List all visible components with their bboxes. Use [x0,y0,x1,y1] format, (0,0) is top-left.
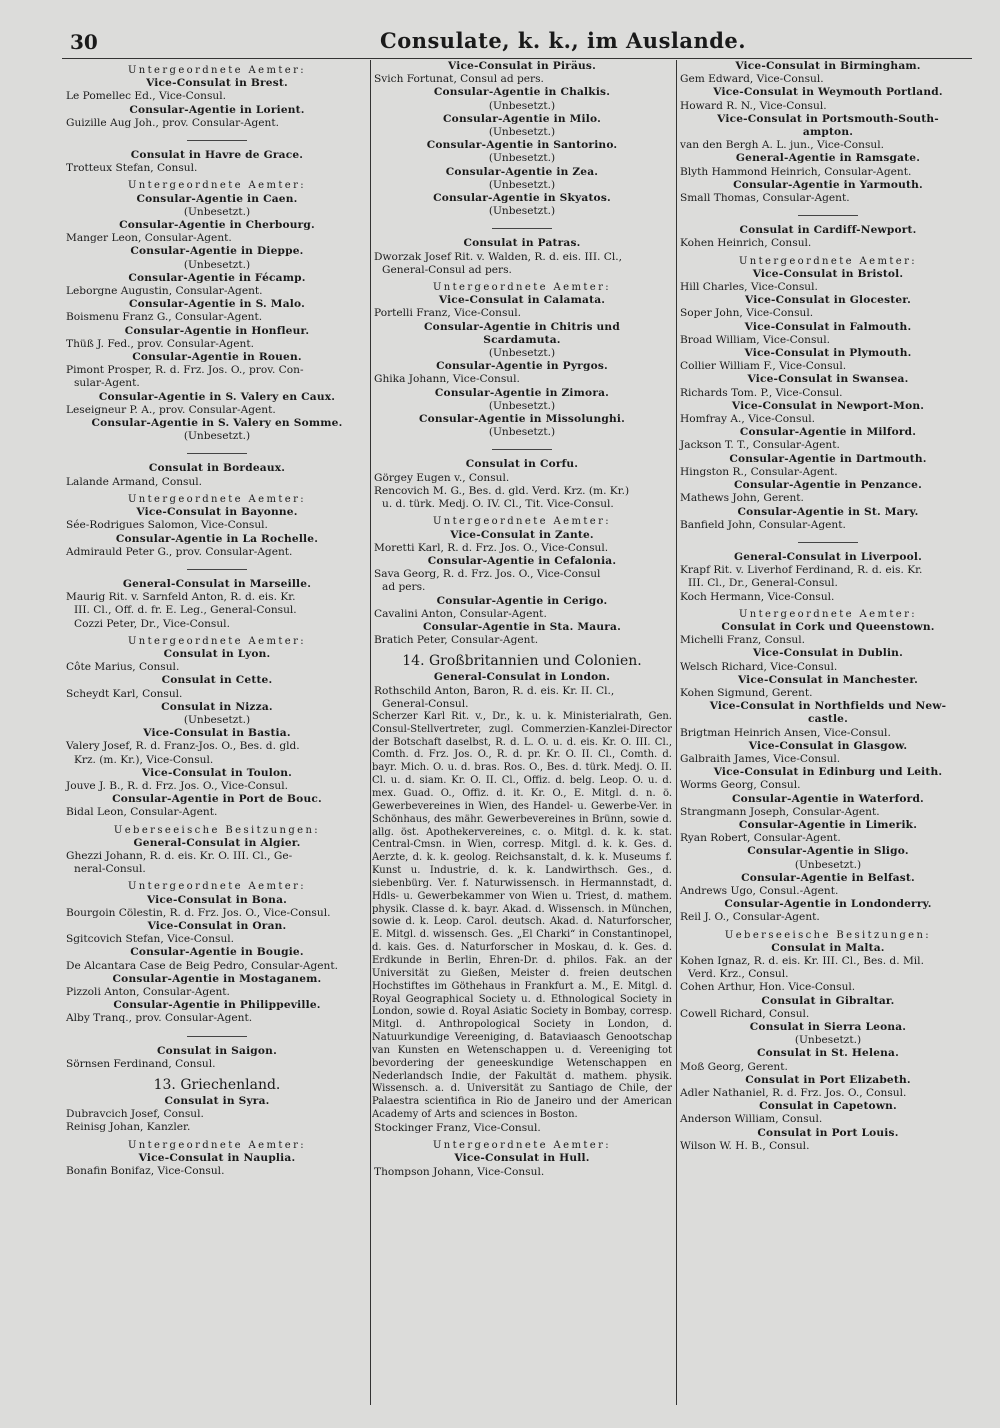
entry-paragraph: Scherzer Karl Rit. v., Dr., k. u. k. Ministerialrath, Gen. Consul-Stellvertreter, zugl. Commerzien-Kanzlei-Director der Botschaft daselbst, R. d. L. O. u. d. eis. Kr. O. III. Cl., Comth. d. Frz. Jos. O., R. d. pr. Kr. O. II. Cl., Comth. d. bayr. Mich. O. u. d. bras. Ros. O., Bes. d. türk. Medj. O. II. Cl. u. d. siam. Kr. O. II. Cl., Offiz. d. belg. Leop. O. u. d. mex. Guad. O., Offiz. d. it. Kr. O., E. Mitgl. d. n. ö. Gewerbevereines in Wien, des Handel- u. Gewerbe-Ver. in Schönhaus, des mähr. Gewerbevereines in Brünn, sowie d. allg. öst. Apothekervereines, c. o. Mitgl. d. k. k. stat. Central-Cmsn. in Wien, corresp. Mitgl. d. k. k. Ges. d. Aerzte, d. k. k. geolog. Reichsanstalt, d. k. k. Museums f. Kunst u. Industrie, d. k. k. Landwirthsch. Ges., d. siebenbürg. Ver. f. Naturwissensch. in Hermannstadt, d. Hdls- u. Gewerbekammer von Wien u. Triest, d. mathem. physik. Classe d. k. bayr. Akad. d. Wissensch. in München, sowie d. k. Leop. Carol. deutsch. Akad. d. Naturforscher, E. Mitgl. d. wissensch. Ges. „El Charki“ in Constantinopel, d. kais. Ges. d. Naturforscher in Moskau, d. k. Ges. d. Erdkunde in Berlin, Ehren-Dr. d. philos. Fak. an der Universität zu Gießen, Meister d. freien deutschen Hochstiftes im Göthehaus in Frankfurt a. M., E. Mitgl. d. Royal Geographical Society u. d. Ethnological Society in London, sowie d. Royal Asiatic Society in Bombay, corresp. Mitgl. d. Anthropological Society in London, d. Natuurkundige Vereeniging, d. Bataviaasch Genootschap van Kunsten en Wetenschappen u. d. Vereeniging tot bevordering der geneeskundige Wetenschappen en Nederlandsch Indie, der Fakultät d. mathem. physik. Wissensch. a. d. Universität zu Santiago de Chile, der Palaestra scientifica in Rio de Janeiro und der American Academy of Arts and sciences in Boston. [372,710,672,1121]
entry-line: Cohen Arthur, Hon. Vice-Consul. [680,981,856,994]
entry-line: Howard R. N., Vice-Consul. [680,99,827,112]
entry-line: Sée-Rodrigues Salomon, Vice-Consul. [66,519,268,532]
vacancy-note: (Unbesetzt.) [488,178,556,191]
separator-rule [187,140,247,141]
office-heading: Consular-Agentie in Milford. [739,426,917,439]
office-heading: Consular-Agentie in S. Valery en Caux. [98,390,336,403]
office-heading: Vice-Consulat in Calamata. [438,294,606,307]
entry-line: Cowell Richard, Consul. [680,1007,810,1020]
vacancy-note: (Unbesetzt.) [183,713,251,726]
entry-line: Richards Tom. P., Vice-Consul. [680,386,843,399]
office-heading: Consulat in Sierra Leona. [749,1021,907,1034]
office-heading: Vice-Consulat in Northfields und New- [709,700,947,713]
office-heading: Scardamuta. [483,333,561,346]
entry-line: Andrews Ugo, Consul.-Agent. [680,884,839,897]
office-heading: Vice-Consulat in Manchester. [737,673,919,686]
office-heading: ampton. [802,126,854,139]
entry-line: Sava Georg, R. d. Frz. Jos. O., Vice-Consul [374,568,601,581]
entry-line: van den Bergh A. L. jun., Vice-Consul. [680,139,884,152]
subsection-label: Untergeordnete Aemter: [432,1140,612,1152]
office-heading: Consular-Agentie in Missolunghi. [419,413,625,426]
entry-line: Sörnsen Ferdinand, Consul. [66,1057,216,1070]
entry-continuation: ad pers. [382,581,426,594]
office-heading: Vice-Consulat in Edinburg und Leith. [713,766,943,779]
entry-line: Côte Marius, Consul. [66,661,180,674]
office-heading: Vice-Consulat in Zante. [450,528,594,541]
entry-line: Gem Edward, Vice-Consul. [680,73,824,86]
separator-rule [798,542,858,543]
vacancy-note: (Unbesetzt.) [183,430,251,443]
vacancy-note: (Unbesetzt.) [488,99,556,112]
office-heading: Vice-Consulat in Falmouth. [744,320,912,333]
office-heading: Consular-Agentie in S. Malo. [129,298,305,311]
entry-continuation: Cozzi Peter, Dr., Vice-Consul. [74,617,230,630]
entry-line: Worms Georg, Consul. [680,779,801,792]
office-heading: Vice-Consulat in Brest. [146,77,288,90]
office-heading: Consular-Agentie in Waterford. [732,792,924,805]
office-heading: Vice-Consulat in Bayonne. [136,506,298,519]
office-heading: Consular-Agentie in Londonderry. [724,898,932,911]
vacancy-note: (Unbesetzt.) [183,205,251,218]
entry-line: Guizille Aug Joh., prov. Consular-Agent. [66,116,279,129]
office-heading: castle. [807,713,849,726]
entry-line: Collier William F., Vice-Consul. [680,360,847,373]
office-heading: Consular-Agentie in Chalkis. [433,86,611,99]
entry-line: Reil J. O., Consular-Agent. [680,911,820,924]
entry-line: Bratich Peter, Consular-Agent. [374,634,539,647]
office-heading: Consulat in Corfu. [465,458,579,471]
entry-line: Ghika Johann, Vice-Consul. [374,373,520,386]
office-heading: Vice-Consulat in Bristol. [752,267,904,280]
subsection-label: Untergeordnete Aemter: [738,608,918,620]
office-heading: Vice-Consulat in Bastia. [143,727,291,740]
office-heading: Consular-Agentie in Philippeville. [113,999,321,1012]
entry-line: Dubravcich Josef, Consul. [66,1108,204,1121]
separator-rule [187,569,247,570]
separator-rule [798,215,858,216]
column-2 [372,60,672,1405]
office-heading: General-Consulat in Algier. [133,836,301,849]
office-heading: Consulat in Malta. [771,941,885,954]
entry-line: Hingston R., Consular-Agent. [680,465,838,478]
entry-continuation: III. Cl., Off. d. fr. E. Leg., General-Consul. [74,604,297,617]
office-heading: General-Consulat in Marseille. [122,577,312,590]
office-heading: Consulat in Lyon. [163,647,271,660]
office-heading: Consular-Agentie in Port de Bouc. [112,793,322,806]
separator-rule [492,449,552,450]
separator-rule [187,453,247,454]
entry-line: Moretti Karl, R. d. Frz. Jos. O., Vice-Consul. [374,541,609,554]
entry-continuation: Krz. (m. Kr.), Vice-Consul. [74,753,214,766]
office-heading: Consular-Agentie in Caen. [136,192,298,205]
entry-line: Kohen Heinrich, Consul. [680,237,812,250]
office-heading: Consular-Agentie in Dieppe. [130,245,304,258]
entry-line: Welsch Richard, Vice-Consul. [680,660,838,673]
office-heading: Consulat in St. Helena. [756,1047,900,1060]
entry-line: Dworzak Josef Rit. v. Walden, R. d. eis. III. Cl., [374,250,622,263]
subsection-label: Ueberseeische Besitzungen: [724,929,932,941]
subsection-label: Untergeordnete Aemter: [127,180,307,192]
office-heading: Vice-Consulat in Plymouth. [744,347,912,360]
entry-line: Galbraith James, Vice-Consul. [680,752,841,765]
office-heading: Vice-Consulat in Piräus. [448,60,596,72]
column-divider-1 [370,60,371,1405]
entry-line: Rencovich M. G., Bes. d. gld. Verd. Krz. (m. Kr.) [374,484,630,497]
office-heading: Consular-Agentie in Cherbourg. [119,219,315,232]
entry-line: Soper John, Vice-Consul. [680,307,814,320]
entry-line: Bourgoin Cölestin, R. d. Frz. Jos. O., Vice-Consul. [66,906,331,919]
office-heading: Consular-Agentie in Penzance. [734,479,922,492]
office-heading: Vice-Consulat in Swansea. [747,373,909,386]
entry-line: Broad William, Vice-Consul. [680,333,830,346]
office-heading: Vice-Consulat in Portsmouth-South- [717,112,939,125]
office-heading: Consular-Agentie in Mostaganem. [112,972,322,985]
office-heading: Consulat in Syra. [164,1095,270,1108]
column-3 [678,60,978,1405]
entry-line: Leseigneur P. A., prov. Consular-Agent. [66,403,276,416]
entry-line: Reinisg Johan, Kanzler. [66,1121,191,1134]
entry-line: Leborgne Augustin, Consular-Agent. [66,285,263,298]
office-heading: Consular-Agentie in Limerik. [738,818,918,831]
entry-line: Manger Leon, Consular-Agent. [66,232,232,245]
office-heading: Consular-Agentie in La Rochelle. [115,532,319,545]
entry-line: Brigtman Heinrich Ansen, Vice-Consul. [680,726,891,739]
office-heading: Consular-Agentie in S. Valery en Somme. [91,417,343,430]
entry-line: Cavalini Anton, Consular-Agent. [374,607,547,620]
office-heading: Consular-Agentie in Cefalonia. [427,554,617,567]
office-heading: Consular-Agentie in Fécamp. [128,271,306,284]
entry-line: De Alcantara Case de Beig Pedro, Consular-Agent. [66,959,339,972]
office-heading: Vice-Consulat in Nauplia. [138,1151,296,1164]
vacancy-note: (Unbesetzt.) [183,258,251,271]
entry-line: Banfield John, Consular-Agent. [680,518,846,531]
office-heading: Vice-Consulat in Dublin. [753,647,903,660]
entry-line: Hill Charles, Vice-Consul. [680,281,818,294]
entry-line: Thompson Johann, Vice-Consul. [374,1165,545,1178]
entry-line: Jouve J. B., R. d. Frz. Jos. O., Vice-Consul. [66,779,288,792]
subsection-label: Ueberseeische Besitzungen: [113,824,321,836]
entry-line: Mathews John, Gerent. [680,492,804,505]
office-heading: Consulat in Gibraltar. [761,994,895,1007]
entry-line: Görgey Eugen v., Consul. [374,471,510,484]
vacancy-note: (Unbesetzt.) [488,426,556,439]
office-heading: Consular-Agentie in Cerigo. [436,594,608,607]
office-heading: Consular-Agentie in Milo. [443,112,601,125]
entry-line: Strangmann Joseph, Consular-Agent. [680,805,880,818]
office-heading: Vice-Consulat in Toulon. [141,766,293,779]
entry-line: Admirauld Peter G., prov. Consular-Agent. [66,545,293,558]
office-heading: Consular-Agentie in Sligo. [747,845,909,858]
entry-continuation: u. d. türk. Medj. O. IV. Cl., Tit. Vice-Consul. [382,498,614,511]
entry-line: Lalande Armand, Consul. [66,475,203,488]
vacancy-note: (Unbesetzt.) [488,152,556,165]
entry-line: Ghezzi Johann, R. d. eis. Kr. O. III. Cl., Ge- [66,849,293,862]
entry-line: Adler Nathaniel, R. d. Frz. Jos. O., Consul. [680,1087,907,1100]
office-heading: Consular-Agentie in St. Mary. [737,505,919,518]
entry-line: Bonafin Bonifaz, Vice-Consul. [66,1165,225,1178]
subsection-label: Untergeordnete Aemter: [432,516,612,528]
entry-continuation: neral-Consul. [74,863,146,876]
office-heading: Consular-Agentie in Rouen. [132,351,302,364]
office-heading: Vice-Consulat in Bona. [146,893,288,906]
office-heading: Consular-Agentie in Bougie. [130,946,304,959]
entry-line: Sgitcovich Stefan, Vice-Consul. [66,933,235,946]
entry-line: Svich Fortunat, Consul ad pers. [374,73,544,86]
entry-line: Boismenu Franz G., Consular-Agent. [66,311,263,324]
office-heading: Consular-Agentie in Sta. Maura. [423,620,621,633]
entry-line: Kohen Ignaz, R. d. eis. Kr. III. Cl., Bes. d. Mil. [680,955,924,967]
office-heading: Consulat in Cork und Queenstown. [721,620,935,633]
vacancy-note: (Unbesetzt.) [794,1034,862,1047]
office-heading: Consulat in Patras. [463,237,581,250]
office-heading: Consular-Agentie in Santorino. [426,139,618,152]
office-heading: Vice-Consulat in Oran. [147,919,287,932]
office-heading: Vice-Consulat in Birmingham. [735,60,921,72]
entry-line: Jackson T. T., Consular-Agent. [680,439,840,452]
page-number: 30 [70,30,98,54]
section-heading: 14. Großbritannien und Colonien. [402,653,642,670]
entry-line: Scheydt Karl, Consul. [66,687,183,700]
entry-line: Rothschild Anton, Baron, R. d. eis. Kr. II. Cl., [374,684,615,697]
entry-line: Pimont Prosper, R. d. Frz. Jos. O., prov. Con- [66,364,304,377]
office-heading: Consular-Agentie in Belfast. [741,871,915,884]
office-heading: Consulat in Nizza. [161,700,273,713]
entry-line: Homfray A., Vice-Consul. [680,413,816,426]
entry-line: Ryan Robert, Consular-Agent. [680,832,841,845]
separator-rule [187,1036,247,1037]
office-heading: General-Agentie in Ramsgate. [735,152,921,165]
entry-line: Koch Hermann, Vice-Consul. [680,590,835,603]
office-heading: Consulat in Bordeaux. [148,462,286,475]
entry-continuation: General-Consul ad pers. [382,263,512,276]
subsection-label: Untergeordnete Aemter: [127,635,307,647]
entry-line: Stockinger Franz, Vice-Consul. [374,1121,541,1134]
entry-line: Alby Tranq., prov. Consular-Agent. [66,1012,253,1025]
separator-rule [492,228,552,229]
vacancy-note: (Unbesetzt.) [488,205,556,218]
entry-line: Kohen Sigmund, Gerent. [680,686,813,699]
office-heading: Consular-Agentie in Skyatos. [433,192,611,205]
office-heading: Consulat in Capetown. [759,1100,897,1113]
office-heading: Consular-Agentie in Chitris und [424,320,620,333]
entry-continuation: Verd. Krz., Consul. [688,968,789,981]
entry-line: Le Pomellec Ed., Vice-Consul. [66,90,226,103]
entry-line: Thüß J. Fed., prov. Consular-Agent. [66,337,254,350]
office-heading: Consular-Agentie in Lorient. [129,103,305,116]
entry-line: Small Thomas, Consular-Agent. [680,192,850,205]
column-1 [64,60,370,1405]
office-heading: Vice-Consulat in Hull. [454,1152,590,1165]
subsection-label: Untergeordnete Aemter: [738,255,918,267]
vacancy-note: (Unbesetzt.) [794,858,862,871]
office-heading: Consular-Agentie in Pyrgos. [436,360,608,373]
entry-line: Portelli Franz, Vice-Consul. [374,307,522,320]
office-heading: Consulat in Port Elizabeth. [745,1073,911,1086]
entry-continuation: General-Consul. [382,697,469,710]
entry-line: Blyth Hammond Heinrich, Consular-Agent. [680,165,912,178]
entry-line: Anderson William, Consul. [680,1113,823,1126]
column-divider-2 [676,60,677,1405]
entry-line: Michelli Franz, Consul. [680,634,805,647]
page-title: Consulate, k. k., im Auslande. [380,28,747,53]
header-rule [62,58,972,59]
office-heading: Consular-Agentie in Honfleur. [124,324,310,337]
entry-continuation: sular-Agent. [74,377,140,390]
entry-line: Bidal Leon, Consular-Agent. [66,806,218,819]
office-heading: Vice-Consulat in Glocester. [744,294,912,307]
office-heading: Vice-Consulat in Newport-Mon. [731,399,925,412]
office-heading: Consulat in Cardiff-Newport. [739,224,917,237]
subsection-label: Untergeordnete Aemter: [127,65,307,76]
vacancy-note: (Unbesetzt.) [488,347,556,360]
office-heading: Consular-Agentie in Dartmouth. [729,452,927,465]
office-heading: Consulat in Saigon. [157,1044,277,1057]
subsection-label: Untergeordnete Aemter: [127,493,307,505]
section-heading: 13. Griechenland. [153,1077,281,1094]
office-heading: Consular-Agentie in Zea. [445,165,599,178]
entry-line: Pizzoli Anton, Consular-Agent. [66,986,230,998]
entry-continuation: III. Cl., Dr., General-Consul. [688,577,838,590]
vacancy-note: (Unbesetzt.) [488,399,556,412]
office-heading: Consular-Agentie in Yarmouth. [733,178,923,191]
entry-line: Valery Josef, R. d. Franz-Jos. O., Bes. d. gld. [66,740,300,753]
entry-line: Maurig Rit. v. Sarnfeld Anton, R. d. eis. Kr. [66,591,296,604]
office-heading: Consulat in Cette. [161,674,273,687]
subsection-label: Untergeordnete Aemter: [127,881,307,893]
office-heading: Consulat in Port Louis. [757,1126,899,1139]
office-heading: Consulat in Havre de Grace. [130,149,304,162]
vacancy-note: (Unbesetzt.) [488,126,556,139]
entry-line: Trotteux Stefan, Consul. [66,162,198,175]
office-heading: Vice-Consulat in Glasgow. [748,739,908,752]
entry-line: Krapf Rit. v. Liverhof Ferdinand, R. d. eis. Kr. [680,564,923,577]
office-heading: General-Consulat in Liverpool. [733,550,923,563]
office-heading: Vice-Consulat in Weymouth Portland. [713,86,943,99]
subsection-label: Untergeordnete Aemter: [432,282,612,294]
entry-line: Wilson W. H. B., Consul. [680,1139,810,1152]
office-heading: General-Consulat in London. [433,671,611,684]
entry-line: Moß Georg, Gerent. [680,1060,788,1073]
office-heading: Consular-Agentie in Zimora. [434,386,610,399]
subsection-label: Untergeordnete Aemter: [127,1139,307,1151]
